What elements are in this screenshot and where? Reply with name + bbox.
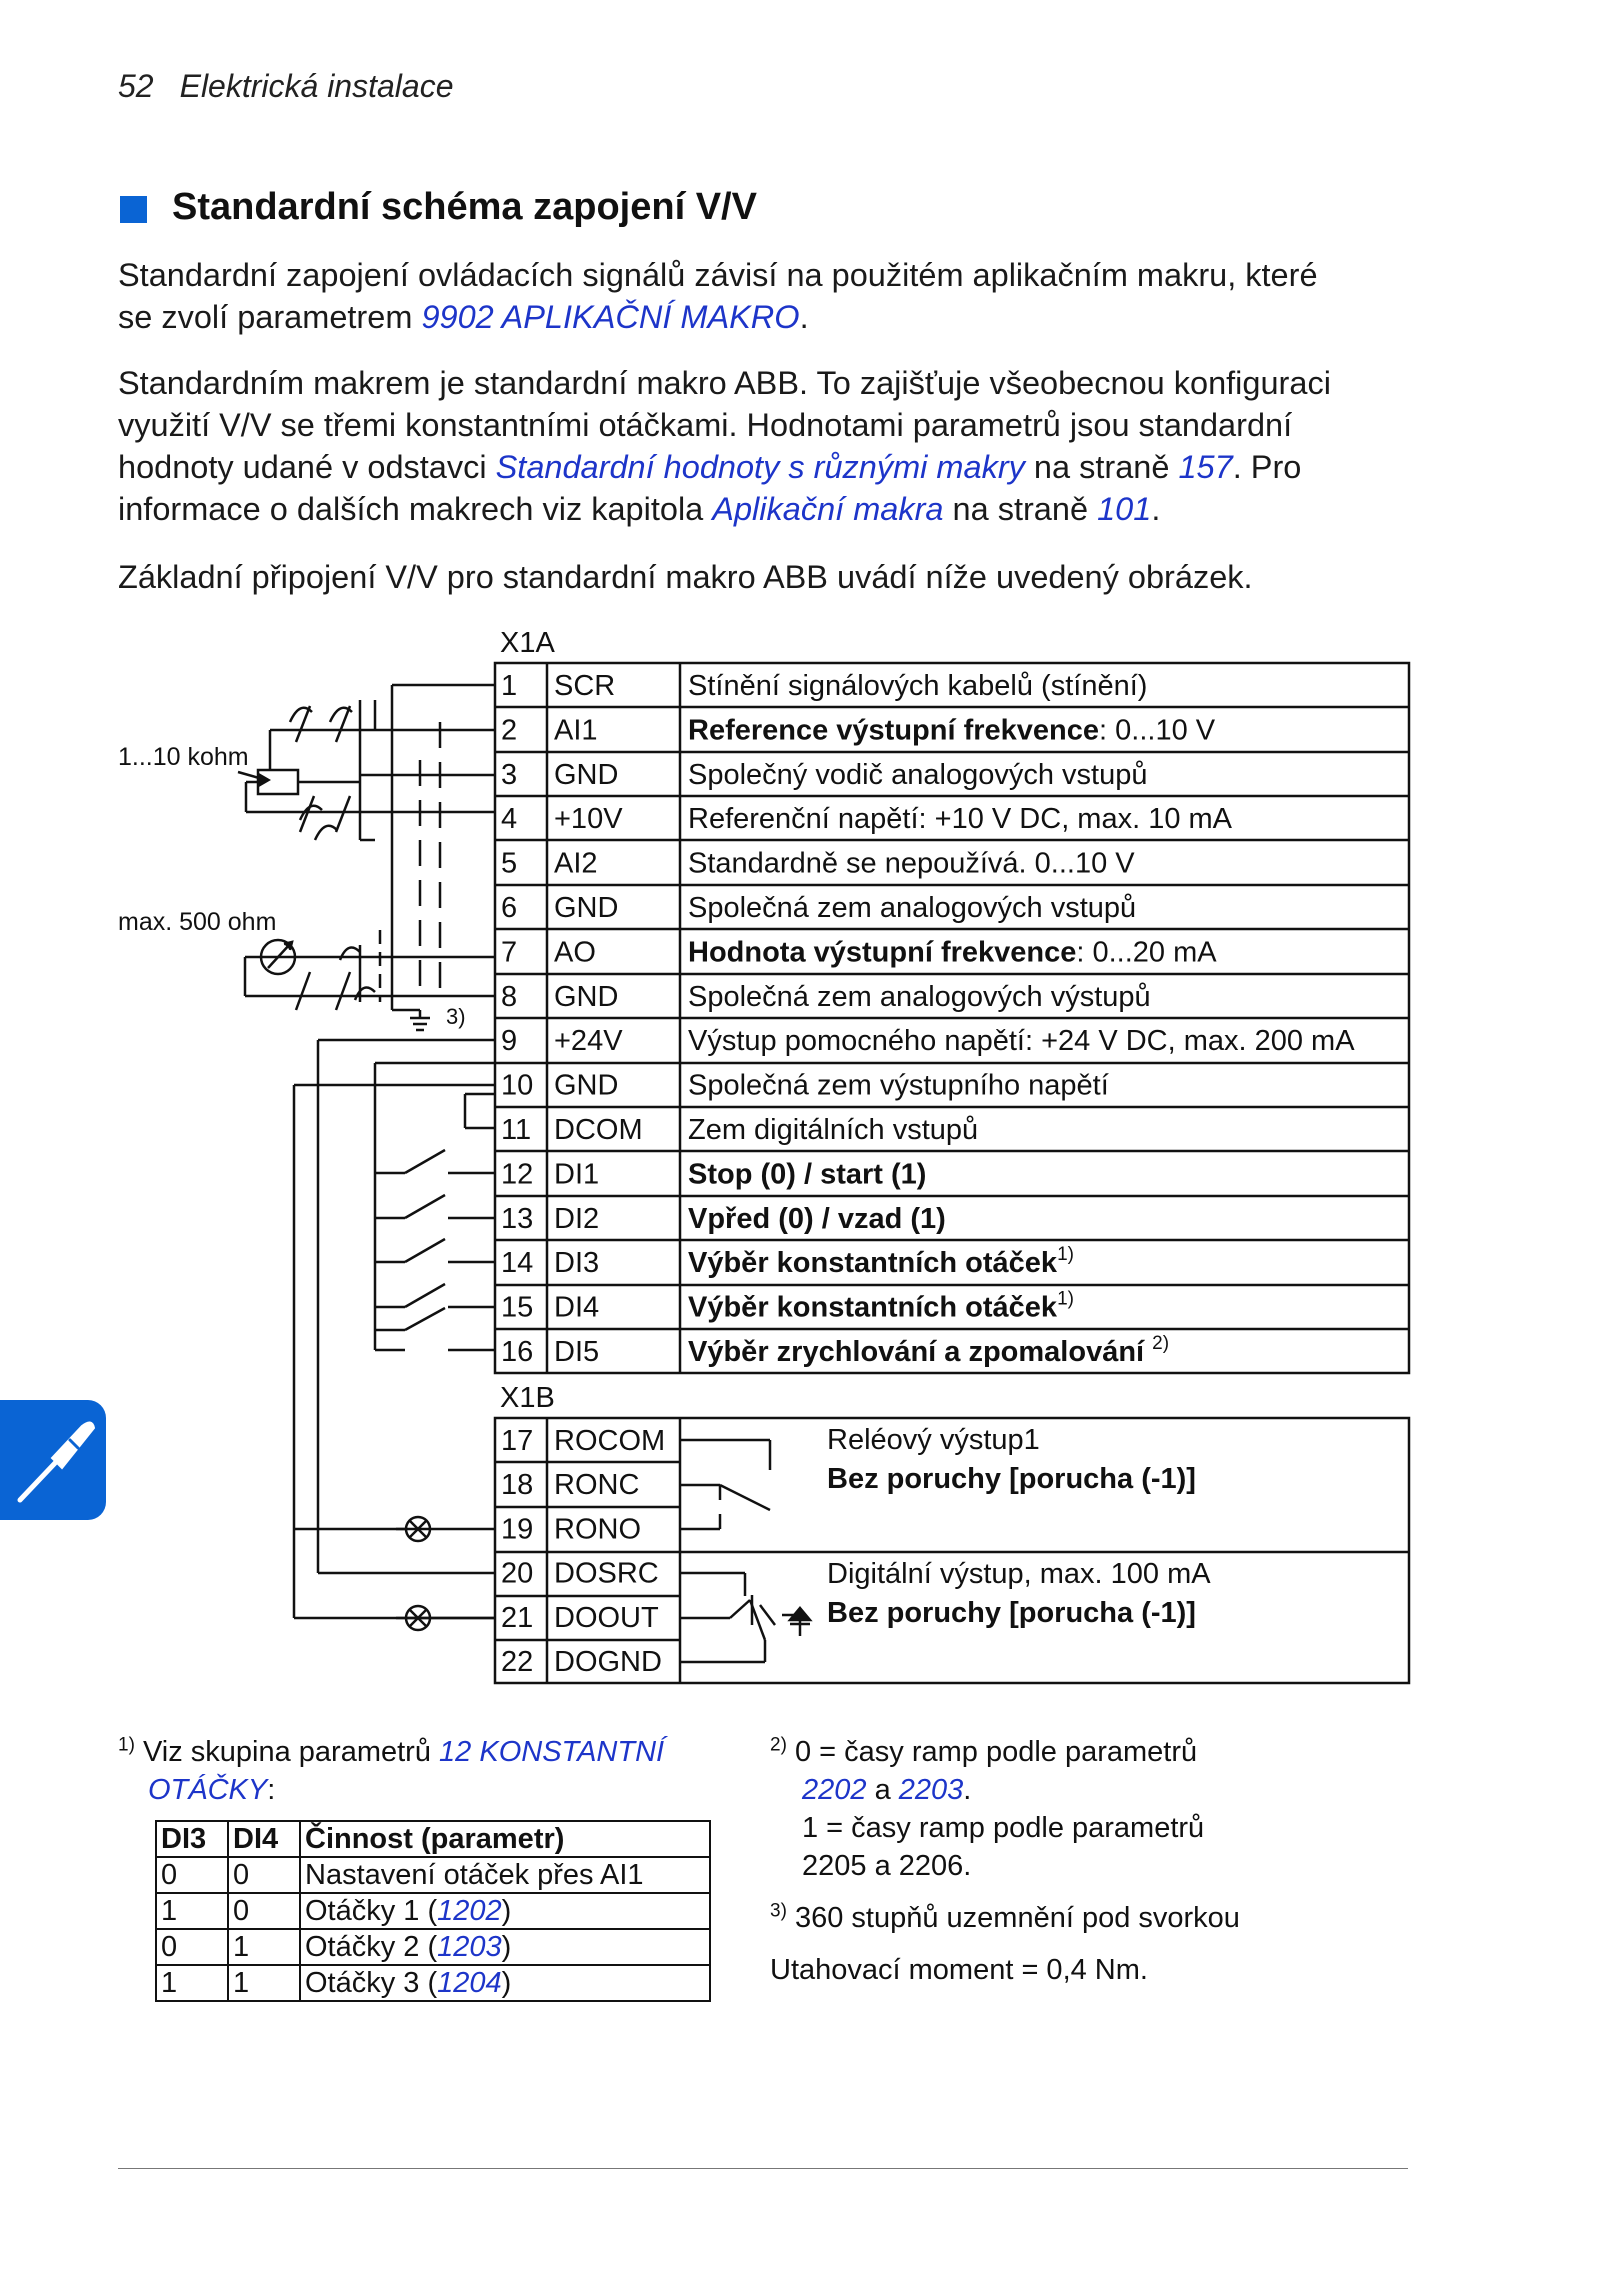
terminal-description	[688, 670, 1147, 702]
link-group-12-cont[interactable]: OTÁČKY	[148, 1774, 268, 1806]
terminal-number: 4	[501, 803, 518, 836]
terminal-description-text: Standardně se nepoužívá. 0...10 V	[688, 847, 1135, 880]
terminal-description-text: Stínění signálových kabelů (stínění)	[688, 670, 1148, 702]
terminal-name: AI2	[554, 847, 598, 880]
terminal-description-bold: Reference výstupní frekvence	[688, 714, 1100, 747]
link-page-157[interactable]: 157	[1178, 449, 1233, 485]
link-1203[interactable]: 1203	[437, 1931, 502, 1963]
terminal-name: DOGND	[554, 1646, 662, 1678]
terminal-name: RONO	[554, 1513, 641, 1546]
terminal-number: 5	[501, 847, 518, 880]
terminal-name: DI2	[554, 1202, 600, 1235]
terminal-description-text: Výstup pomocného napětí: +24 V DC, max. 200 mA	[688, 1025, 1355, 1058]
action-text-end: )	[501, 1895, 512, 1927]
footnote-2-line3: 1 = časy ramp podle parametrů	[802, 1812, 1205, 1844]
table-header-action: Činnost (parametr)	[300, 1821, 710, 1857]
table-row	[156, 1965, 710, 2001]
table-header-row	[156, 1821, 710, 1857]
section-title: Elektrická instalace	[179, 68, 454, 104]
footnote-1-colon: :	[267, 1774, 276, 1806]
footnote-1-line2	[148, 1774, 275, 1807]
terminal-number: 16	[501, 1336, 534, 1368]
terminal-description-bold: Stop (0) / start (1)	[688, 1158, 927, 1191]
footnote-2-line2	[802, 1774, 971, 1807]
terminal-number: 7	[501, 936, 518, 969]
footnote-3	[770, 1902, 1240, 1935]
link-9902[interactable]: 9902 APLIKAČNÍ MAKRO	[421, 299, 800, 335]
terminal-description-bold: Výběr konstantních otáček	[688, 1247, 1058, 1280]
footnote-2-mark: 2)	[770, 1734, 787, 1756]
terminal-number: 17	[501, 1425, 534, 1457]
terminal-description-bold: Hodnota výstupní frekvence	[688, 936, 1077, 969]
terminal-number: 20	[501, 1557, 534, 1590]
terminal-description	[688, 892, 1136, 924]
footnote-1	[118, 1736, 664, 1769]
p2-text-c: hodnoty udané v odstavci	[118, 449, 496, 485]
footer-divider	[118, 2168, 1408, 2169]
torque-note: Utahovací moment = 0,4 Nm.	[770, 1954, 1148, 1986]
terminal-number: 21	[501, 1601, 534, 1634]
terminal-description-text: Referenční napětí: +10 V DC, max. 10 mA	[688, 803, 1233, 836]
terminal-number: 1	[501, 670, 518, 702]
terminal-name: AI1	[554, 714, 598, 747]
x1b-label: X1B	[500, 1382, 555, 1414]
terminal-description	[688, 1158, 926, 1190]
p2-text-d: na straně	[1024, 449, 1179, 485]
terminal-name: DI3	[554, 1247, 600, 1280]
terminal-description-bold: Výběr konstantních otáček	[688, 1291, 1058, 1324]
terminal-number: 14	[501, 1247, 534, 1280]
terminal-number: 13	[501, 1202, 534, 1235]
table-header-di3: DI3	[156, 1821, 228, 1857]
terminal-name: GND	[554, 892, 619, 924]
terminal-number: 15	[501, 1291, 534, 1324]
terminal-number: 8	[501, 980, 518, 1013]
action-text: Nastavení otáček přes AI1	[305, 1859, 644, 1891]
link-1202[interactable]: 1202	[437, 1895, 502, 1927]
p2-text-a: Standardním makrem je standardní makro ABB. To zajišťuje všeobecnou konfiguraci	[118, 365, 1331, 401]
terminal-description-text: Zem digitálních vstupů	[688, 1114, 979, 1146]
table-cell-action	[300, 1965, 710, 2001]
digital-output-value: Bez poruchy [porucha (-1)]	[827, 1597, 1196, 1629]
terminal-description-text: Společný vodič analogových vstupů	[688, 758, 1148, 791]
terminal-name: SCR	[554, 670, 616, 702]
table-row	[156, 1893, 710, 1929]
terminal-number: 19	[501, 1513, 534, 1546]
footnote-3-text: 360 stupňů uzemnění pod svorkou	[794, 1902, 1240, 1934]
link-group-12[interactable]: 12 KONSTANTNÍ	[439, 1736, 665, 1768]
terminal-number: 6	[501, 892, 518, 924]
terminal-description-text: Společná zem výstupního napětí	[688, 1069, 1109, 1102]
footnote-2-dot: .	[963, 1774, 972, 1806]
p1-text-c: .	[799, 299, 809, 335]
terminal-description	[688, 1203, 946, 1235]
footnote-2-line4: 2205 a 2206.	[802, 1850, 972, 1882]
digital-output-title: Digitální výstup, max. 100 mA	[827, 1558, 1211, 1590]
table-header-di4: DI4	[228, 1821, 300, 1857]
terminal-description-text: Společná zem analogových vstupů	[688, 892, 1137, 924]
p1-text-a: Standardní zapojení ovládacích signálů závisí na použitém aplikačním makru, které	[118, 257, 1318, 293]
link-1204[interactable]: 1204	[437, 1967, 502, 1999]
p2-text-g: na straně	[943, 491, 1098, 527]
terminal-number: 9	[501, 1025, 518, 1058]
p2-text-h: .	[1151, 491, 1161, 527]
terminal-number: 2	[501, 714, 518, 747]
terminal-description-text: : 0...20 mA	[1076, 936, 1217, 969]
terminal-name: GND	[554, 758, 619, 791]
table-cell-di4: 0	[228, 1857, 300, 1893]
terminal-name: DCOM	[554, 1114, 643, 1146]
meter-label: max. 500 ohm	[118, 908, 277, 936]
terminal-description-text: : 0...10 V	[1099, 714, 1216, 747]
terminal-number: 12	[501, 1158, 534, 1191]
terminal-description	[688, 1070, 1109, 1102]
terminal-name: RONC	[554, 1469, 640, 1502]
terminal-name: +10V	[554, 803, 623, 836]
terminal-number: 3	[501, 758, 518, 791]
footnote-3-mark: 3)	[770, 1900, 787, 1922]
table-cell-di3: 0	[156, 1929, 228, 1965]
terminal-description	[688, 848, 1135, 880]
terminal-description	[688, 1244, 1074, 1279]
footnote-2	[770, 1736, 1197, 1769]
page-number: 52	[118, 68, 154, 104]
terminal-name: AO	[554, 936, 596, 969]
terminal-description	[688, 936, 1217, 968]
terminal-name: DI1	[554, 1158, 600, 1191]
footnote-2-and: a	[866, 1774, 899, 1806]
terminal-number: 22	[501, 1646, 534, 1678]
terminal-description	[688, 981, 1151, 1013]
action-text: Otáčky 1 (	[305, 1895, 438, 1927]
footnote-reference: 1)	[1057, 1288, 1074, 1310]
table-row	[156, 1929, 710, 1965]
terminal-description	[688, 714, 1216, 746]
terminal-description	[688, 1114, 978, 1146]
link-2203[interactable]: 2203	[898, 1774, 964, 1806]
link-page-101[interactable]: 101	[1097, 491, 1152, 527]
footnote-1-mark: 1)	[118, 1734, 135, 1756]
p2-text-f: informace o dalších makrech viz kapitola	[118, 491, 713, 527]
terminal-name: DI5	[554, 1336, 600, 1368]
terminal-description	[688, 1333, 1169, 1368]
ground-note: 3)	[446, 1004, 466, 1029]
terminal-description	[688, 759, 1147, 791]
terminal-description	[688, 1289, 1074, 1324]
table-cell-action	[300, 1857, 710, 1893]
terminal-description-bold: Výběr zrychlování a zpomalování	[688, 1336, 1153, 1368]
table-cell-di4: 1	[228, 1929, 300, 1965]
link-standard-values[interactable]: Standardní hodnoty s různými makry	[495, 449, 1025, 485]
p1-text-b: se zvolí parametrem	[118, 299, 422, 335]
footnote-2-line1: 0 = časy ramp podle parametrů	[794, 1736, 1198, 1768]
terminal-name: DOSRC	[554, 1557, 659, 1590]
relay-output-title: Reléový výstup1	[827, 1424, 1040, 1456]
p2-text-b: využití V/V se třemi konstantními otáčkami. Hodnotami parametrů jsou standardní	[118, 407, 1293, 443]
terminal-description-bold: Vpřed (0) / vzad (1)	[688, 1202, 946, 1235]
terminal-name: GND	[554, 1069, 619, 1102]
p3-text: Základní připojení V/V pro standardní makro ABB uvádí níže uvedený obrázek.	[118, 559, 1253, 595]
terminal-name: ROCOM	[554, 1425, 666, 1457]
link-application-macros[interactable]: Aplikační makra	[712, 491, 944, 527]
footnote-reference: 2)	[1152, 1333, 1170, 1354]
potentiometer-label: 1...10 kohm	[118, 743, 249, 771]
action-text-end: )	[501, 1967, 512, 1999]
terminal-description	[688, 1025, 1355, 1057]
terminal-name: GND	[554, 980, 619, 1013]
terminal-number: 10	[501, 1069, 534, 1102]
terminal-name: +24V	[554, 1025, 623, 1058]
x1a-label: X1A	[500, 627, 555, 659]
relay-output-value: Bez poruchy [porucha (-1)]	[827, 1463, 1196, 1495]
table-cell-di3: 0	[156, 1857, 228, 1893]
action-text-end: )	[501, 1931, 512, 1963]
terminal-description	[688, 803, 1233, 835]
table-cell-action	[300, 1929, 710, 1965]
constant-speed-table	[155, 1820, 711, 2002]
terminal-description-text: Společná zem analogových výstupů	[688, 980, 1151, 1013]
action-text: Otáčky 3 (	[305, 1967, 438, 1999]
table-cell-di3: 1	[156, 1893, 228, 1929]
table-row	[156, 1857, 710, 1893]
table-cell-action	[300, 1893, 710, 1929]
table-cell-di3: 1	[156, 1965, 228, 2001]
table-cell-di4: 0	[228, 1893, 300, 1929]
p2-text-e: . Pro	[1232, 449, 1302, 485]
footnote-reference: 1)	[1057, 1244, 1074, 1266]
table-cell-di4: 1	[228, 1965, 300, 2001]
action-text: Otáčky 2 (	[305, 1931, 438, 1963]
terminal-name: DI4	[554, 1291, 600, 1324]
terminal-number: 11	[501, 1114, 532, 1146]
terminal-number: 18	[501, 1469, 534, 1502]
page-title: Standardní schéma zapojení V/V	[172, 186, 757, 228]
footnote-1-text: Viz skupina parametrů	[142, 1736, 440, 1768]
terminal-name: DOOUT	[554, 1601, 659, 1634]
link-2202[interactable]: 2202	[802, 1774, 867, 1806]
